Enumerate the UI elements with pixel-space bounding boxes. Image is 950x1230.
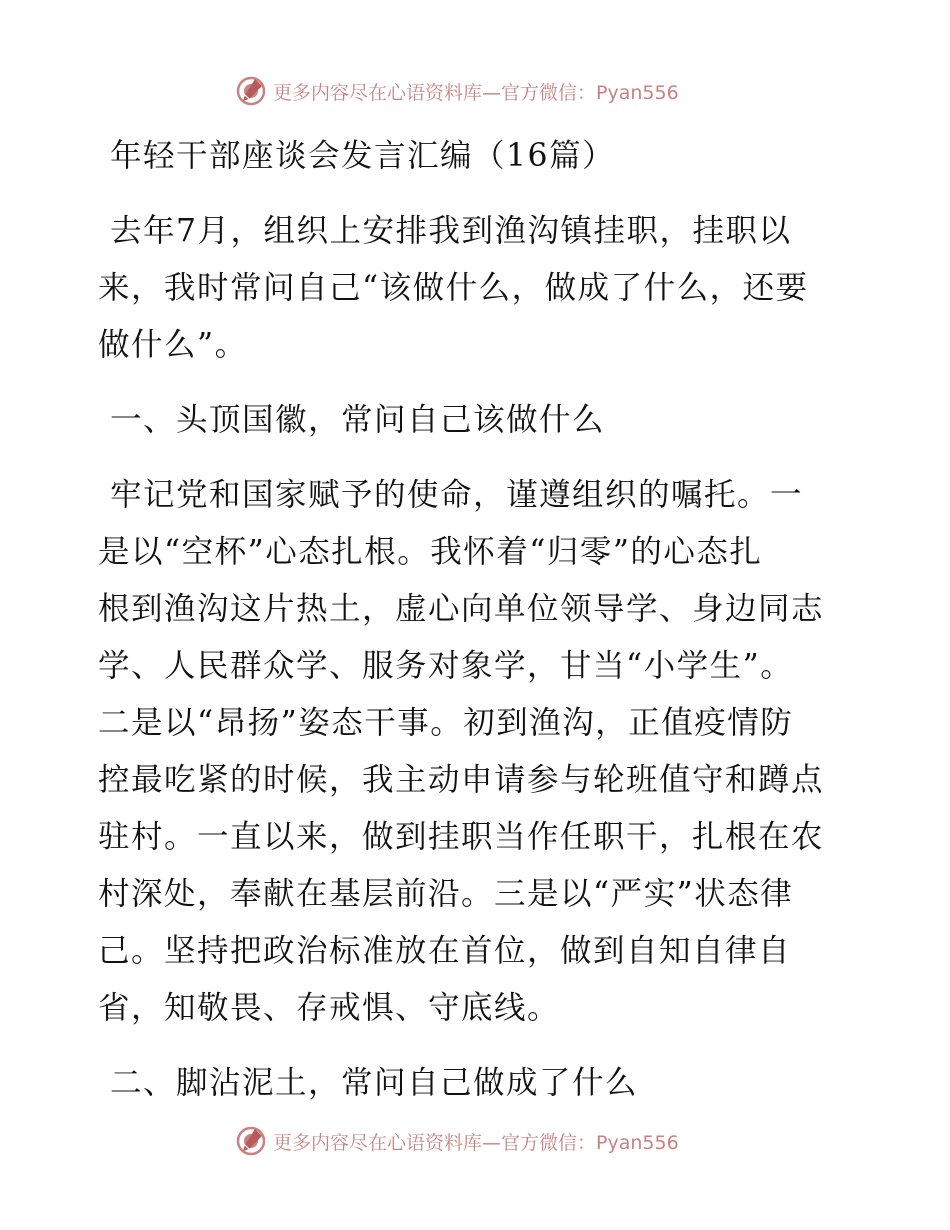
header-watermark bbox=[235, 74, 679, 108]
paragraph-line: 学、人民群众学、服务对象学，甘当“小学生”。 bbox=[98, 648, 794, 684]
watermark-text: 更多内容尽在心语资料库—官方微信：Pyan556 bbox=[273, 1131, 679, 1154]
pen-seal-icon bbox=[235, 75, 267, 107]
section-heading: 二、脚沾泥土，常问自己做成了什么 bbox=[110, 1065, 639, 1101]
footer-watermark bbox=[235, 1124, 679, 1158]
intro-paragraph bbox=[98, 203, 858, 374]
paragraph-line: 来，我时常问自己“该做什么，做成了什么，还要 bbox=[98, 270, 809, 306]
paragraph-line: 根到渔沟这片热土，虚心向单位领导学、身边同志 bbox=[98, 591, 825, 627]
watermark-text: 更多内容尽在心语资料库—官方微信：Pyan556 bbox=[273, 81, 679, 104]
paragraph-line: 驻村。一直以来，做到挂职当作任职干，扎根在农 bbox=[98, 819, 825, 855]
document-body bbox=[98, 128, 858, 1112]
paragraph-line: 控最吃紧的时候，我主动申请参与轮班值守和蹲点 bbox=[98, 762, 825, 798]
paragraph-line: 二是以“昂扬”姿态干事。初到渔沟，正值疫情防 bbox=[98, 705, 794, 741]
paragraph-line: 村深处，奉献在基层前沿。三是以“严实”状态律 bbox=[98, 876, 794, 912]
paragraph-line: 己。坚持把政治标准放在首位，做到自知自律自 bbox=[98, 933, 792, 969]
section-heading: 一、头顶国徽，常问自己该做什么 bbox=[110, 402, 606, 438]
paragraph-line: 做什么”。 bbox=[98, 327, 248, 363]
section1-paragraph bbox=[98, 467, 858, 1037]
paragraph-line: 省，知敬畏、存戒惧、守底线。 bbox=[98, 990, 561, 1026]
paragraph-line: 牢记党和国家赋予的使命，谨遵组织的嘱托。一 bbox=[110, 477, 804, 513]
pen-seal-icon bbox=[235, 1125, 267, 1157]
paragraph-line: 是以“空杯”心态扎根。我怀着“归零”的心态扎 bbox=[98, 534, 763, 570]
document-title: 年轻干部座谈会发言汇编（16篇） bbox=[110, 138, 616, 174]
paragraph-line: 去年7月，组织上安排我到渔沟镇挂职，挂职以 bbox=[110, 213, 792, 249]
